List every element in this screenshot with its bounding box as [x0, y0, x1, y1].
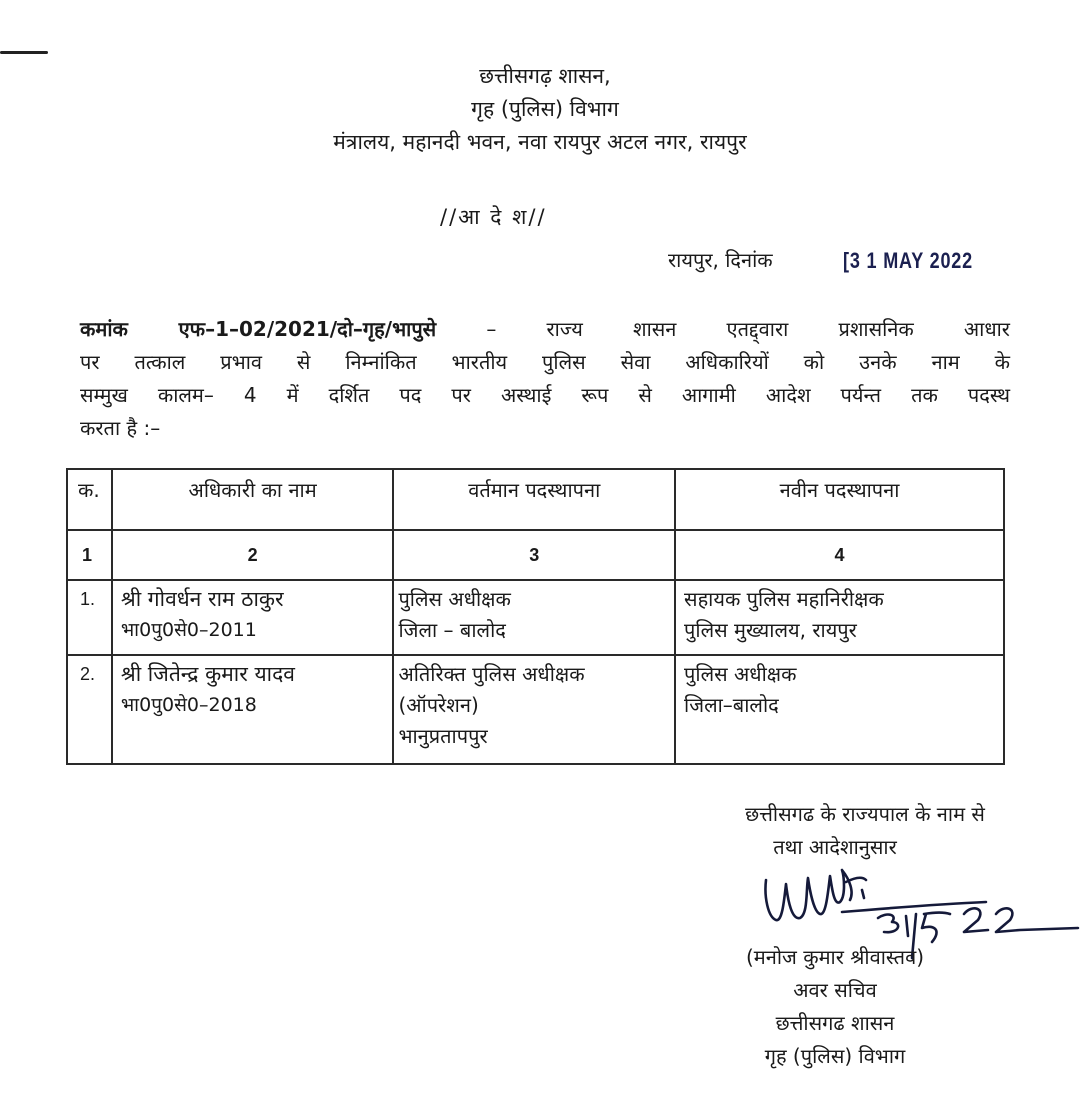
column-number-row: [67, 530, 1004, 580]
officer-service-batch: भा0पु0से0–2018: [120, 694, 257, 716]
date-stamp: [3 1 MAY 2022: [843, 248, 974, 273]
margin-mark: [0, 51, 48, 54]
current-posting-cell: [393, 655, 675, 764]
header-new-posting: नवीन पदस्थापना: [675, 469, 1004, 530]
signatory-designation: अवर सचिव: [793, 978, 877, 1002]
body-line-1: [80, 313, 1010, 346]
signatory-name: (मनोज कुमार श्रीवास्तव): [745, 945, 925, 969]
header-government: छत्तीसगढ़ शासन,: [479, 64, 611, 88]
new-posting-line: सहायक पुलिस महानिरीक्षक: [684, 587, 884, 611]
header-serial-no: क.: [67, 469, 112, 530]
body-line-4: करता है :–: [80, 416, 161, 440]
order-title: //आ दे श//: [440, 205, 547, 229]
column-number-2: 2: [112, 530, 394, 580]
body-line-2: पर तत्काल प्रभाव से निम्नांकित भारतीय पुलिस सेवा अधिकारियों को उनके नाम के: [80, 350, 1010, 374]
body-line-3: सम्मुख कालम– 4 में दर्शित पद पर अस्थाई रूप से आगामी आदेश पर्यन्त तक पदस्थ: [80, 383, 1010, 407]
column-number-3: 3: [393, 530, 675, 580]
table-row: [67, 580, 1004, 655]
signature-authority: [600, 798, 1070, 864]
order-reference-number: कमांक एफ–1–02/2021/दो–गृह/भापुसे: [80, 317, 437, 341]
new-posting-cell: [675, 655, 1004, 764]
new-posting-line: जिला–बालोद: [684, 693, 779, 717]
current-posting-line: पुलिस अधीक्षक: [398, 587, 511, 611]
officer-cell: [112, 655, 394, 764]
officer-service-batch: भा0पु0से0–2011: [120, 619, 257, 641]
current-posting-line: भानुप्रतापपुर: [398, 724, 488, 748]
table-row: [67, 655, 1004, 764]
header-current-posting: वर्तमान पदस्थापना: [393, 469, 675, 530]
body-line-1-text: – राज्य शासन एतद्द्वारा प्रशासनिक आधार: [436, 317, 1010, 341]
order-body: [80, 313, 1010, 445]
column-number-1: 1: [67, 530, 112, 580]
date-label: रायपुर, दिनांक: [668, 248, 773, 272]
signatory-government: छत्तीसगढ शासन: [775, 1011, 895, 1035]
signatory-details: [600, 941, 1070, 1073]
authority-line-1: छत्तीसगढ के राज्यपाल के नाम से: [745, 802, 985, 826]
current-posting-cell: [393, 580, 675, 655]
signatory-department: गृह (पुलिस) विभाग: [764, 1044, 906, 1068]
header-address: मंत्रालय, महानदी भवन, नवा रायपुर अटल नगर, रायपुर: [333, 130, 747, 154]
header-department: गृह (पुलिस) विभाग: [471, 97, 619, 121]
table-header-row: [67, 469, 1004, 530]
new-posting-line: पुलिस मुख्यालय, रायपुर: [684, 618, 857, 642]
column-number-4: 4: [675, 530, 1004, 580]
row-serial-no: 2.: [67, 655, 112, 764]
officer-name: श्री जितेन्द्र कुमार यादव: [120, 662, 295, 686]
new-posting-line: पुलिस अधीक्षक: [684, 662, 797, 686]
postings-table: [66, 468, 1005, 765]
officer-name: श्री गोवर्धन राम ठाकुर: [120, 587, 284, 611]
current-posting-line: अतिरिक्त पुलिस अधीक्षक: [398, 662, 585, 686]
row-serial-no: 1.: [67, 580, 112, 655]
header-officer-name: अधिकारी का नाम: [112, 469, 394, 530]
authority-line-2: तथा आदेशानुसार: [773, 835, 897, 859]
current-posting-line: (ऑपरेशन): [398, 693, 479, 717]
current-posting-line: जिला – बालोद: [398, 618, 506, 642]
new-posting-cell: [675, 580, 1004, 655]
officer-cell: [112, 580, 394, 655]
